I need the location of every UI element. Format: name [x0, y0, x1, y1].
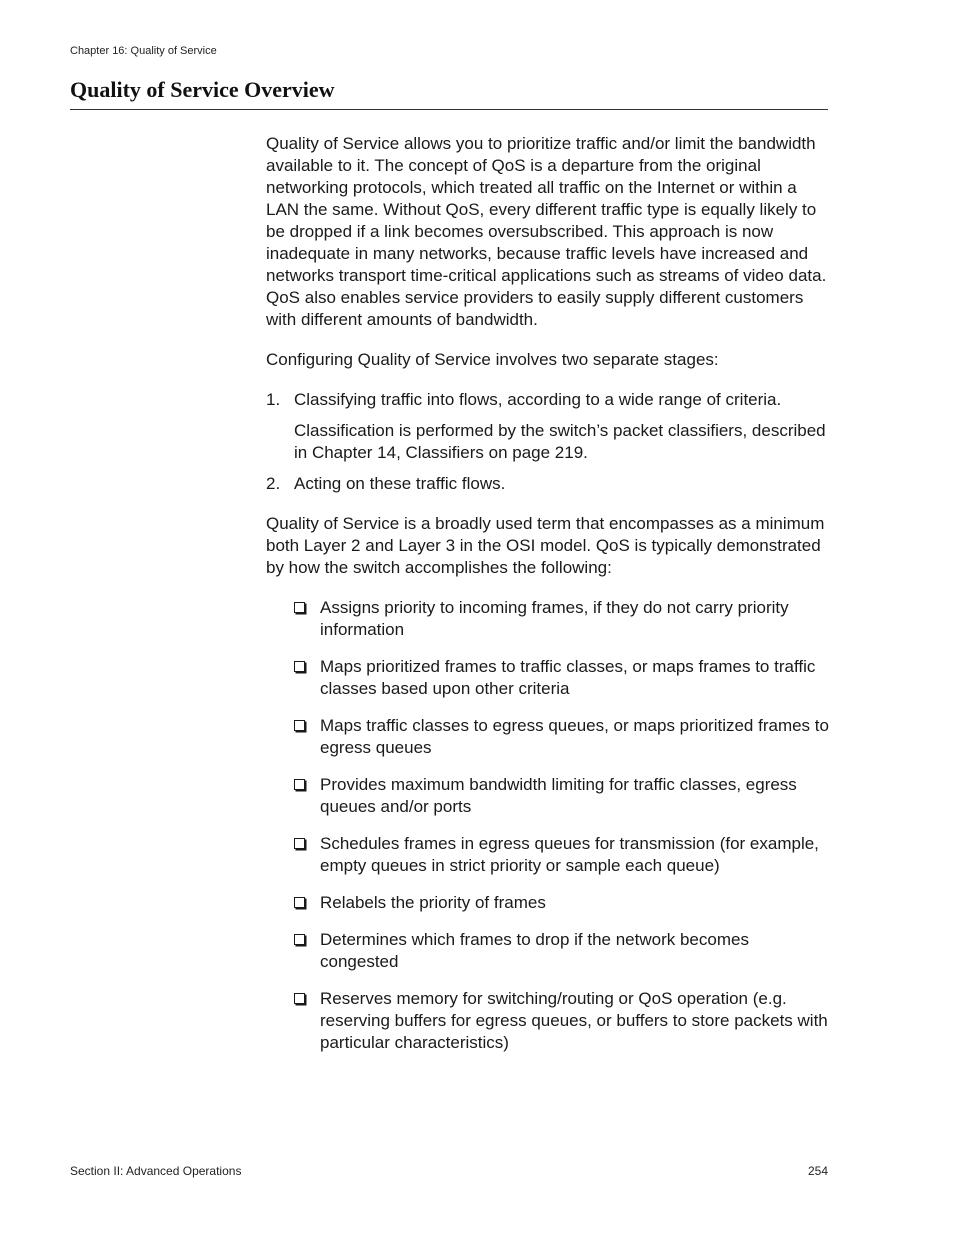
checkbox-icon [294, 897, 305, 908]
checkbox-icon [294, 934, 305, 945]
step-text: Classifying traffic into flows, according to a wide range of criteria. [294, 390, 782, 409]
list-item [266, 473, 832, 495]
list-item [266, 833, 832, 877]
list-item [266, 389, 832, 411]
numbered-list [266, 389, 832, 495]
list-item [266, 929, 832, 973]
list-item [266, 988, 832, 1054]
checkbox-icon [294, 993, 305, 1004]
bullet-text: Relabels the priority of frames [320, 893, 546, 912]
checkbox-icon [294, 602, 305, 613]
step-number: 1. [266, 390, 281, 409]
title-rule [70, 109, 828, 110]
intro-paragraph: Quality of Service allows you to prioritize traffic and/or limit the bandwidth available to it. The concept of QoS is a departure from the original networking protocols, which treated all traffic on the Internet or within a LAN the same. Without QoS, every different traffic type is equally likely to be dropped if a link becomes oversubscribed. This approach is now inadequate in many networks, because traffic levels have increased and networks transport time-critical applications such as streams of video data. QoS also enables service providers to easily supply different customers with different amounts of bandwidth. [266, 134, 827, 329]
summary-paragraph: Quality of Service is a broadly used term that encompasses as a minimum both Layer 2 and Layer 3 in the OSI model. QoS is typically demonstrated by how the switch accomplishes the following: [266, 514, 825, 577]
bullet-text: Reserves memory for switching/routing or QoS operation (e.g. reserving buffers for egress queues, or buffers to store packets with particular characteristics) [320, 989, 828, 1052]
list-item [266, 715, 832, 759]
list-item [266, 892, 832, 914]
bullet-text: Provides maximum bandwidth limiting for traffic classes, egress queues and/or ports [320, 775, 797, 816]
list-item [266, 597, 832, 641]
page-number: 254 [807, 1164, 828, 1178]
bullet-text: Maps traffic classes to egress queues, or maps prioritized frames to egress queues [320, 716, 829, 757]
footer-section: Section II: Advanced Operations [70, 1164, 242, 1178]
step-note: Classification is performed by the switch’s packet classifiers, described in Chapter 14, Classifiers on page 219. [294, 421, 826, 462]
bullet-list [266, 597, 832, 1054]
checkbox-icon [294, 838, 305, 849]
bullet-text: Assigns priority to incoming frames, if they do not carry priority information [320, 598, 789, 639]
checkbox-icon [294, 779, 305, 790]
checkbox-icon [294, 720, 305, 731]
checkbox-icon [294, 661, 305, 672]
body-text [266, 133, 832, 1069]
bullet-text: Schedules frames in egress queues for transmission (for example, empty queues in strict priority or sample each queue) [320, 834, 819, 875]
page-title: Quality of Service Overview [70, 77, 335, 102]
list-item [266, 656, 832, 700]
running-head: Chapter 16: Quality of Service [70, 45, 217, 57]
step-number: 2. [266, 474, 281, 493]
stages-intro: Configuring Quality of Service involves two separate stages: [266, 350, 719, 369]
bullet-text: Determines which frames to drop if the network becomes congested [320, 930, 749, 971]
bullet-text: Maps prioritized frames to traffic classes, or maps frames to traffic classes based upon other criteria [320, 657, 816, 698]
step-text: Acting on these traffic flows. [294, 474, 506, 493]
list-item [266, 774, 832, 818]
